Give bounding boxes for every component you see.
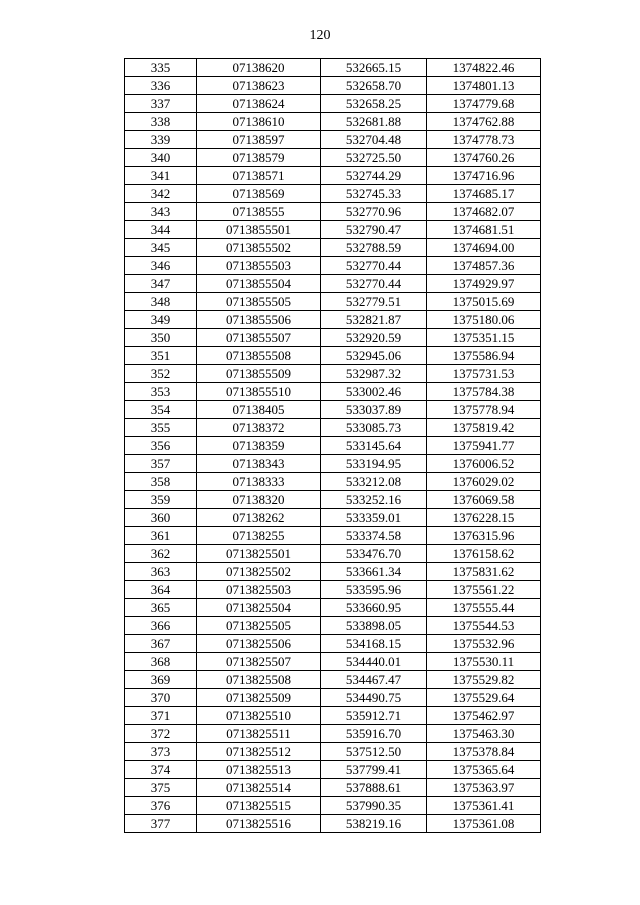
row-number-cell: 339 xyxy=(125,131,197,149)
point-id-cell: 07138372 xyxy=(197,419,321,437)
point-id-cell: 07138262 xyxy=(197,509,321,527)
table-row xyxy=(125,689,541,707)
x-coordinate-cell: 533194.95 xyxy=(321,455,427,473)
point-id-cell: 07138359 xyxy=(197,437,321,455)
y-coordinate-cell: 1375529.82 xyxy=(427,671,541,689)
y-coordinate-cell: 1375941.77 xyxy=(427,437,541,455)
point-id-cell: 0713825503 xyxy=(197,581,321,599)
x-coordinate-cell: 533212.08 xyxy=(321,473,427,491)
row-number-cell: 354 xyxy=(125,401,197,419)
point-id-cell: 07138624 xyxy=(197,95,321,113)
table-row xyxy=(125,77,541,95)
row-number-cell: 341 xyxy=(125,167,197,185)
x-coordinate-cell: 532725.50 xyxy=(321,149,427,167)
row-number-cell: 355 xyxy=(125,419,197,437)
row-number-cell: 359 xyxy=(125,491,197,509)
table-row xyxy=(125,113,541,131)
x-coordinate-cell: 537512.50 xyxy=(321,743,427,761)
x-coordinate-cell: 535916.70 xyxy=(321,725,427,743)
row-number-cell: 367 xyxy=(125,635,197,653)
y-coordinate-cell: 1375365.64 xyxy=(427,761,541,779)
y-coordinate-cell: 1374857.36 xyxy=(427,257,541,275)
y-coordinate-cell: 1375463.30 xyxy=(427,725,541,743)
x-coordinate-cell: 537990.35 xyxy=(321,797,427,815)
x-coordinate-cell: 532987.32 xyxy=(321,365,427,383)
x-coordinate-cell: 532770.44 xyxy=(321,275,427,293)
table-row xyxy=(125,491,541,509)
y-coordinate-cell: 1374716.96 xyxy=(427,167,541,185)
point-id-cell: 07138555 xyxy=(197,203,321,221)
table-row xyxy=(125,527,541,545)
x-coordinate-cell: 532945.06 xyxy=(321,347,427,365)
table-row xyxy=(125,581,541,599)
table-row xyxy=(125,131,541,149)
point-id-cell: 0713825502 xyxy=(197,563,321,581)
y-coordinate-cell: 1375819.42 xyxy=(427,419,541,437)
x-coordinate-cell: 533359.01 xyxy=(321,509,427,527)
y-coordinate-cell: 1375361.08 xyxy=(427,815,541,833)
table-row xyxy=(125,437,541,455)
row-number-cell: 377 xyxy=(125,815,197,833)
y-coordinate-cell: 1375831.62 xyxy=(427,563,541,581)
point-id-cell: 0713855504 xyxy=(197,275,321,293)
row-number-cell: 349 xyxy=(125,311,197,329)
table-row xyxy=(125,473,541,491)
y-coordinate-cell: 1375529.64 xyxy=(427,689,541,707)
y-coordinate-cell: 1374822.46 xyxy=(427,59,541,77)
y-coordinate-cell: 1375778.94 xyxy=(427,401,541,419)
y-coordinate-cell: 1375555.44 xyxy=(427,599,541,617)
y-coordinate-cell: 1374929.97 xyxy=(427,275,541,293)
table-row xyxy=(125,815,541,833)
row-number-cell: 358 xyxy=(125,473,197,491)
table-row xyxy=(125,257,541,275)
table-row xyxy=(125,599,541,617)
row-number-cell: 351 xyxy=(125,347,197,365)
point-id-cell: 0713855503 xyxy=(197,257,321,275)
point-id-cell: 0713825504 xyxy=(197,599,321,617)
y-coordinate-cell: 1375462.97 xyxy=(427,707,541,725)
row-number-cell: 363 xyxy=(125,563,197,581)
row-number-cell: 346 xyxy=(125,257,197,275)
row-number-cell: 348 xyxy=(125,293,197,311)
y-coordinate-cell: 1374760.26 xyxy=(427,149,541,167)
table-row xyxy=(125,617,541,635)
row-number-cell: 345 xyxy=(125,239,197,257)
row-number-cell: 342 xyxy=(125,185,197,203)
x-coordinate-cell: 532744.29 xyxy=(321,167,427,185)
row-number-cell: 371 xyxy=(125,707,197,725)
table-row xyxy=(125,329,541,347)
table-row xyxy=(125,365,541,383)
row-number-cell: 365 xyxy=(125,599,197,617)
x-coordinate-cell: 532658.25 xyxy=(321,95,427,113)
x-coordinate-cell: 533660.95 xyxy=(321,599,427,617)
x-coordinate-cell: 532658.70 xyxy=(321,77,427,95)
table-row xyxy=(125,455,541,473)
point-id-cell: 07138579 xyxy=(197,149,321,167)
point-id-cell: 07138255 xyxy=(197,527,321,545)
x-coordinate-cell: 532779.51 xyxy=(321,293,427,311)
table-row xyxy=(125,653,541,671)
point-id-cell: 0713825516 xyxy=(197,815,321,833)
table-row xyxy=(125,275,541,293)
table-row xyxy=(125,419,541,437)
row-number-cell: 336 xyxy=(125,77,197,95)
point-id-cell: 07138333 xyxy=(197,473,321,491)
y-coordinate-cell: 1374681.51 xyxy=(427,221,541,239)
x-coordinate-cell: 532790.47 xyxy=(321,221,427,239)
coordinates-table-body xyxy=(125,59,541,833)
table-row xyxy=(125,59,541,77)
row-number-cell: 344 xyxy=(125,221,197,239)
table-row xyxy=(125,545,541,563)
y-coordinate-cell: 1375361.41 xyxy=(427,797,541,815)
point-id-cell: 07138623 xyxy=(197,77,321,95)
table-row xyxy=(125,671,541,689)
point-id-cell: 0713825514 xyxy=(197,779,321,797)
row-number-cell: 362 xyxy=(125,545,197,563)
row-number-cell: 360 xyxy=(125,509,197,527)
table-row xyxy=(125,383,541,401)
y-coordinate-cell: 1374685.17 xyxy=(427,185,541,203)
point-id-cell: 07138405 xyxy=(197,401,321,419)
row-number-cell: 340 xyxy=(125,149,197,167)
point-id-cell: 07138569 xyxy=(197,185,321,203)
table-row xyxy=(125,221,541,239)
y-coordinate-cell: 1375351.15 xyxy=(427,329,541,347)
point-id-cell: 07138571 xyxy=(197,167,321,185)
point-id-cell: 0713825505 xyxy=(197,617,321,635)
x-coordinate-cell: 533595.96 xyxy=(321,581,427,599)
row-number-cell: 357 xyxy=(125,455,197,473)
table-row xyxy=(125,761,541,779)
point-id-cell: 0713825509 xyxy=(197,689,321,707)
point-id-cell: 0713825507 xyxy=(197,653,321,671)
x-coordinate-cell: 533145.64 xyxy=(321,437,427,455)
row-number-cell: 369 xyxy=(125,671,197,689)
x-coordinate-cell: 534467.47 xyxy=(321,671,427,689)
table-row xyxy=(125,167,541,185)
x-coordinate-cell: 533002.46 xyxy=(321,383,427,401)
point-id-cell: 07138320 xyxy=(197,491,321,509)
row-number-cell: 376 xyxy=(125,797,197,815)
row-number-cell: 370 xyxy=(125,689,197,707)
row-number-cell: 361 xyxy=(125,527,197,545)
x-coordinate-cell: 538219.16 xyxy=(321,815,427,833)
row-number-cell: 374 xyxy=(125,761,197,779)
y-coordinate-cell: 1374778.73 xyxy=(427,131,541,149)
x-coordinate-cell: 533898.05 xyxy=(321,617,427,635)
point-id-cell: 0713825501 xyxy=(197,545,321,563)
table-row xyxy=(125,509,541,527)
point-id-cell: 07138610 xyxy=(197,113,321,131)
y-coordinate-cell: 1375180.06 xyxy=(427,311,541,329)
x-coordinate-cell: 532821.87 xyxy=(321,311,427,329)
point-id-cell: 0713825511 xyxy=(197,725,321,743)
point-id-cell: 0713825508 xyxy=(197,671,321,689)
table-row xyxy=(125,239,541,257)
x-coordinate-cell: 533661.34 xyxy=(321,563,427,581)
table-row xyxy=(125,743,541,761)
y-coordinate-cell: 1376069.58 xyxy=(427,491,541,509)
x-coordinate-cell: 533374.58 xyxy=(321,527,427,545)
x-coordinate-cell: 537888.61 xyxy=(321,779,427,797)
row-number-cell: 364 xyxy=(125,581,197,599)
x-coordinate-cell: 533085.73 xyxy=(321,419,427,437)
y-coordinate-cell: 1376315.96 xyxy=(427,527,541,545)
table-row xyxy=(125,401,541,419)
point-id-cell: 0713825510 xyxy=(197,707,321,725)
row-number-cell: 338 xyxy=(125,113,197,131)
y-coordinate-cell: 1375532.96 xyxy=(427,635,541,653)
row-number-cell: 368 xyxy=(125,653,197,671)
x-coordinate-cell: 532704.48 xyxy=(321,131,427,149)
y-coordinate-cell: 1374779.68 xyxy=(427,95,541,113)
table-row xyxy=(125,563,541,581)
table-row xyxy=(125,293,541,311)
point-id-cell: 07138343 xyxy=(197,455,321,473)
row-number-cell: 352 xyxy=(125,365,197,383)
y-coordinate-cell: 1375363.97 xyxy=(427,779,541,797)
point-id-cell: 0713855507 xyxy=(197,329,321,347)
x-coordinate-cell: 537799.41 xyxy=(321,761,427,779)
y-coordinate-cell: 1375561.22 xyxy=(427,581,541,599)
x-coordinate-cell: 534490.75 xyxy=(321,689,427,707)
table-row xyxy=(125,779,541,797)
y-coordinate-cell: 1376228.15 xyxy=(427,509,541,527)
row-number-cell: 356 xyxy=(125,437,197,455)
point-id-cell: 0713855502 xyxy=(197,239,321,257)
x-coordinate-cell: 533252.16 xyxy=(321,491,427,509)
x-coordinate-cell: 533037.89 xyxy=(321,401,427,419)
table-row xyxy=(125,725,541,743)
point-id-cell: 0713855508 xyxy=(197,347,321,365)
x-coordinate-cell: 532920.59 xyxy=(321,329,427,347)
y-coordinate-cell: 1375784.38 xyxy=(427,383,541,401)
y-coordinate-cell: 1374682.07 xyxy=(427,203,541,221)
row-number-cell: 350 xyxy=(125,329,197,347)
point-id-cell: 0713855509 xyxy=(197,365,321,383)
page-number: 120 xyxy=(309,28,331,43)
table-row xyxy=(125,311,541,329)
point-id-cell: 07138620 xyxy=(197,59,321,77)
point-id-cell: 0713825515 xyxy=(197,797,321,815)
row-number-cell: 337 xyxy=(125,95,197,113)
point-id-cell: 0713855510 xyxy=(197,383,321,401)
x-coordinate-cell: 532770.96 xyxy=(321,203,427,221)
y-coordinate-cell: 1375015.69 xyxy=(427,293,541,311)
point-id-cell: 07138597 xyxy=(197,131,321,149)
table-row xyxy=(125,95,541,113)
x-coordinate-cell: 533476.70 xyxy=(321,545,427,563)
x-coordinate-cell: 532788.59 xyxy=(321,239,427,257)
row-number-cell: 347 xyxy=(125,275,197,293)
y-coordinate-cell: 1376029.02 xyxy=(427,473,541,491)
row-number-cell: 366 xyxy=(125,617,197,635)
x-coordinate-cell: 534440.01 xyxy=(321,653,427,671)
table-row xyxy=(125,347,541,365)
table-row xyxy=(125,707,541,725)
row-number-cell: 343 xyxy=(125,203,197,221)
point-id-cell: 0713825506 xyxy=(197,635,321,653)
row-number-cell: 353 xyxy=(125,383,197,401)
table-row xyxy=(125,185,541,203)
y-coordinate-cell: 1375378.84 xyxy=(427,743,541,761)
coordinates-table xyxy=(124,58,541,833)
point-id-cell: 0713855501 xyxy=(197,221,321,239)
y-coordinate-cell: 1374801.13 xyxy=(427,77,541,95)
x-coordinate-cell: 532770.44 xyxy=(321,257,427,275)
point-id-cell: 0713855505 xyxy=(197,293,321,311)
point-id-cell: 0713825512 xyxy=(197,743,321,761)
y-coordinate-cell: 1375530.11 xyxy=(427,653,541,671)
y-coordinate-cell: 1376006.52 xyxy=(427,455,541,473)
y-coordinate-cell: 1374694.00 xyxy=(427,239,541,257)
table-row xyxy=(125,203,541,221)
row-number-cell: 372 xyxy=(125,725,197,743)
y-coordinate-cell: 1375586.94 xyxy=(427,347,541,365)
table-row xyxy=(125,797,541,815)
y-coordinate-cell: 1376158.62 xyxy=(427,545,541,563)
point-id-cell: 0713825513 xyxy=(197,761,321,779)
x-coordinate-cell: 532745.33 xyxy=(321,185,427,203)
row-number-cell: 373 xyxy=(125,743,197,761)
x-coordinate-cell: 532665.15 xyxy=(321,59,427,77)
y-coordinate-cell: 1374762.88 xyxy=(427,113,541,131)
row-number-cell: 335 xyxy=(125,59,197,77)
row-number-cell: 375 xyxy=(125,779,197,797)
y-coordinate-cell: 1375731.53 xyxy=(427,365,541,383)
x-coordinate-cell: 532681.88 xyxy=(321,113,427,131)
x-coordinate-cell: 535912.71 xyxy=(321,707,427,725)
x-coordinate-cell: 534168.15 xyxy=(321,635,427,653)
table-row xyxy=(125,635,541,653)
y-coordinate-cell: 1375544.53 xyxy=(427,617,541,635)
table-row xyxy=(125,149,541,167)
point-id-cell: 0713855506 xyxy=(197,311,321,329)
